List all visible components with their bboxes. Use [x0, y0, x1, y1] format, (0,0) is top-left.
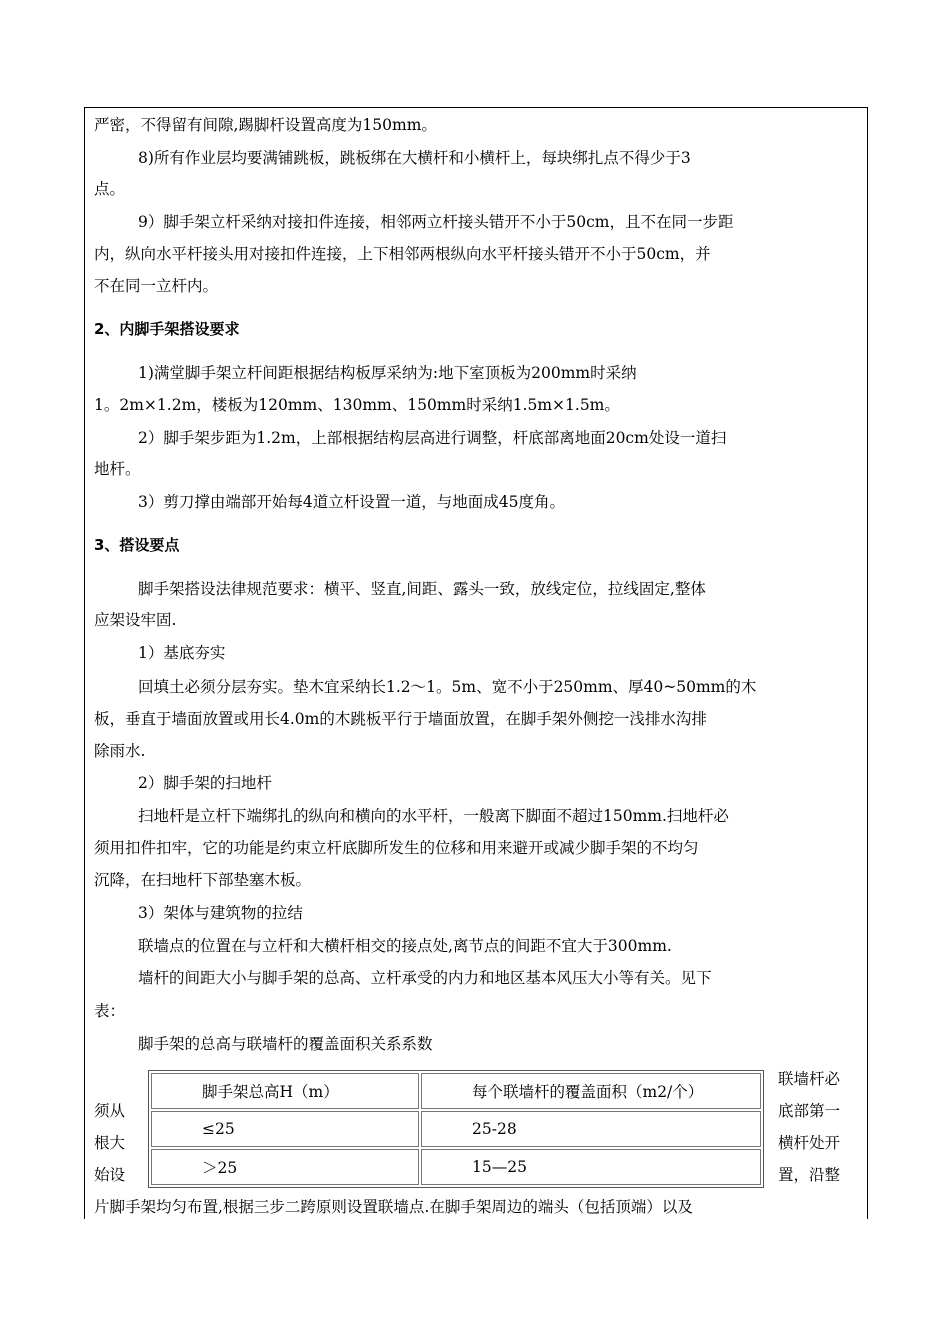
table-cell: 25-28: [421, 1111, 761, 1147]
text-line: 内，纵向水平杆接头用对接扣件连接，上下相邻两根纵向水平杆接头错开不小于50cm，并: [94, 245, 711, 263]
wrap-text-right: 置，沿整: [778, 1166, 841, 1184]
coefficient-table: [148, 1070, 764, 1188]
text-line: 8)所有作业层均要满铺跳板，跳板绑在大横杆和小横杆上，每块绑扎点不得少于3: [138, 149, 691, 167]
text-line: 脚手架搭设法律规范要求：横平、竖直,间距、露头一致，放线定位，拉线固定,整体: [138, 580, 706, 598]
text-line: 地杆。: [94, 460, 141, 478]
table-cell: ＞25: [151, 1149, 419, 1185]
text-line: 2）脚手架步距为1.2m，上部根据结构层高进行调整，杆底部离地面20cm处设一道扫: [138, 429, 727, 447]
text-line: 片脚手架均匀布置,根据三步二跨原则设置联墙点.在脚手架周边的端头（包括顶端）以及: [94, 1198, 693, 1216]
text-line: 须用扣件扣牢，它的功能是约束立杆底脚所发生的位移和用来避开或减少脚手架的不均匀: [94, 839, 699, 857]
text-line: 9）脚手架立杆采纳对接扣件连接，相邻两立杆接头错开不小于50cm，且不在同一步距: [138, 213, 734, 231]
text-line: 扫地杆是立杆下端绑扎的纵向和横向的水平杆，一般离下脚面不超过150mm.扫地杆必: [138, 807, 729, 825]
text-line: 联墙点的位置在与立杆和大横杆相交的接点处,离节点的间距不宜大于300mm.: [138, 937, 672, 955]
table-cell: 15—25: [421, 1149, 761, 1185]
text-line: 3）架体与建筑物的拉结: [138, 904, 303, 922]
wrap-text-right: 联墙杆必: [778, 1070, 841, 1088]
text-line: 2）脚手架的扫地杆: [138, 774, 272, 792]
text-line: 表：: [94, 1002, 126, 1020]
text-line: 1）基底夯实: [138, 644, 226, 662]
text-line: 沉降，在扫地杆下部垫塞木板。: [94, 871, 312, 889]
text-line: 板，垂直于墙面放置或用长4.0m的木跳板平行于墙面放置，在脚手架外侧挖一浅排水沟排: [94, 710, 707, 728]
text-line: 1)满堂脚手架立杆间距根据结构板厚采纳为:地下室顶板为200mm时采纳: [138, 364, 637, 382]
table-header-cell: 每个联墙杆的覆盖面积（m2/个）: [421, 1073, 761, 1109]
table-header-cell: 脚手架总高H（m）: [151, 1073, 419, 1109]
table-header-row: [151, 1073, 761, 1109]
text-line: 3）剪刀撑由端部开始每4道立杆设置一道，与地面成45度角。: [138, 493, 565, 511]
text-line: 应架设牢固.: [94, 611, 177, 629]
section-heading: 3、搭设要点: [94, 536, 180, 554]
text-line: 回填土必须分层夯实。垫木宜采纳长1.2～1。5m、宽不小于250mm、厚40~50mm的木: [138, 678, 757, 696]
table-row: [151, 1149, 761, 1185]
text-line: 不在同一立杆内。: [94, 277, 219, 295]
text-line: 除雨水.: [94, 742, 146, 760]
wrap-text-right: 横杆处开: [778, 1134, 841, 1152]
wrap-text-left: 须从: [94, 1102, 126, 1120]
table-row: [151, 1111, 761, 1147]
wrap-text-left: 始设: [94, 1166, 126, 1184]
section-heading: 2、内脚手架搭设要求: [94, 320, 240, 338]
text-line: 严密，不得留有间隙,踢脚杆设置高度为150mm。: [94, 116, 437, 134]
table-cell: ≤25: [151, 1111, 419, 1147]
text-line: 墙杆的间距大小与脚手架的总高、立杆承受的内力和地区基本风压大小等有关。见下: [138, 969, 712, 987]
wrap-text-left: 根大: [94, 1134, 126, 1152]
table-caption: 脚手架的总高与联墙杆的覆盖面积关系系数: [138, 1035, 433, 1053]
text-line: 1。2m×1.2m，楼板为120mm、130mm、150mm时采纳1.5m×1.5m。: [94, 396, 620, 414]
wrap-text-right: 底部第一: [778, 1102, 841, 1120]
text-line: 点。: [94, 180, 126, 198]
